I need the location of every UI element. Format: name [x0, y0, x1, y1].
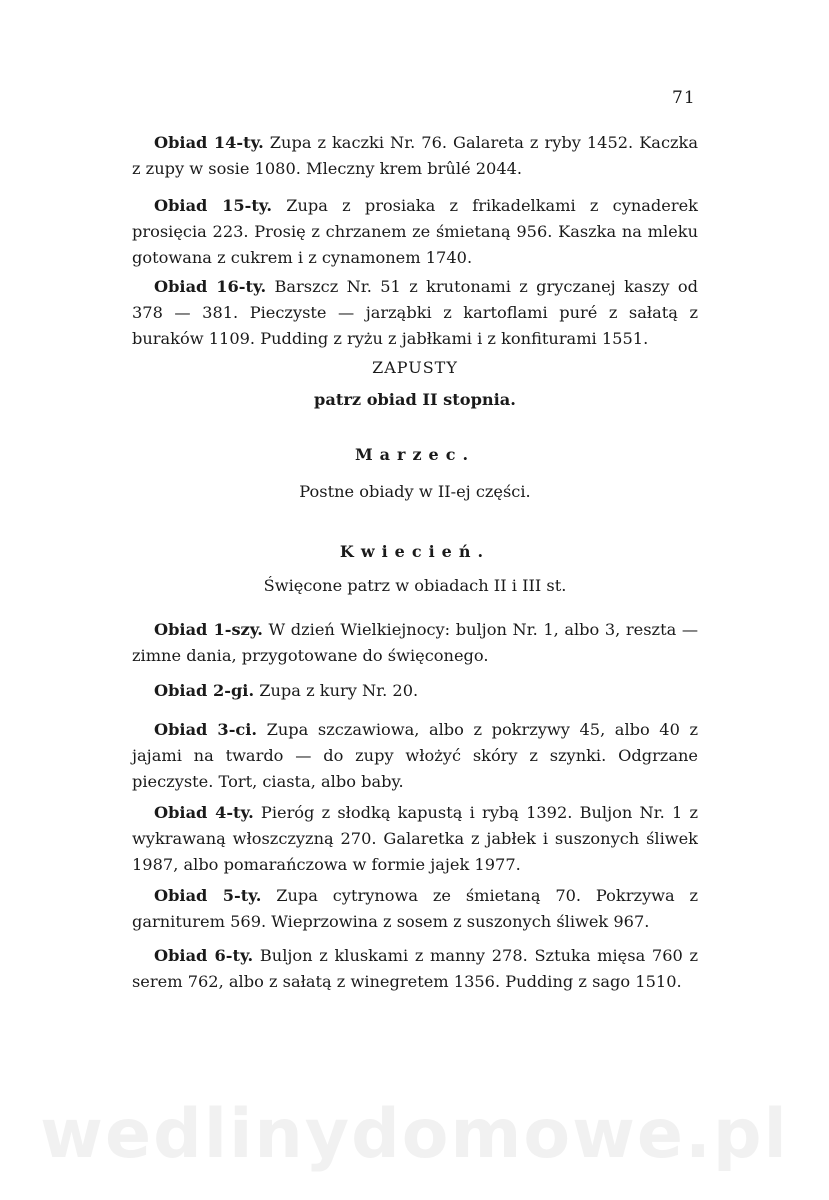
menu-text: Barszcz Nr. 51 z krutonami z gryczanej kaszy od 378 — 381. Pieczyste — jarząbki z kartoflami puré z sałatą z buraków 1109. Pudding z ryżu z jabłkami i z konfiturami 1551. — [132, 277, 698, 348]
menu-paragraph-obiad-3 — [132, 717, 698, 795]
menu-paragraph-obiad-6 — [132, 943, 698, 995]
menu-text: Zupa z kaczki Nr. 76. Galareta z ryby 1452. Kaczka z zupy w sosie 1080. Mleczny krem brûlé 2044. — [132, 133, 698, 178]
menu-text: Zupa z prosiaka z frikadelkami z cynaderek prosięcia 223. Prosię z chrzanem ze śmietaną 956. Kaszka na mleku gotowana z cukrem i z cynamonem 1740. — [132, 196, 698, 267]
menu-paragraph-obiad-2 — [132, 678, 698, 704]
menu-text: Zupa z kury Nr. 20. — [254, 681, 419, 700]
menu-text: W dzień Wielkiejnocy: buljon Nr. 1, albo 3, reszta — zimne dania, przygotowane do święconego. — [132, 620, 699, 665]
menu-text: Zupa szczawiowa, albo z pokrzywy 45, albo 40 z jajami na twardo — do zupy włożyć skóry z szynki. Odgrzane pieczyste. Tort, ciasta, albo baby. — [132, 720, 698, 791]
menu-title: Obiad 1-szy. — [154, 620, 263, 639]
section-heading-zapusty: ZAPUSTY — [372, 358, 458, 377]
section-heading-kwiecien: Kwiecień. — [339, 542, 491, 561]
watermark-text: wedlinydomowe.pl — [40, 1095, 789, 1174]
menu-title: Obiad 16-ty. — [154, 277, 267, 296]
section-note-kwiecien: Święcone patrz w obiadach II i III st. — [263, 576, 567, 595]
menu-title: Obiad 15-ty. — [154, 196, 272, 215]
menu-title: Obiad 2-gi. — [154, 681, 255, 700]
menu-title: Obiad 14-ty. — [154, 133, 264, 152]
section-note-zapusty: patrz obiad II stopnia. — [314, 390, 516, 409]
menu-paragraph-obiad-16 — [132, 274, 698, 352]
menu-text: Pieróg z słodką kapustą i rybą 1392. Buljon Nr. 1 z wykrawaną włoszczyzną 270. Galaretka z jabłek i suszonych śliwek 1987, albo pomarańczowa w formie jajek 1977. — [132, 803, 699, 874]
menu-paragraph-obiad-4 — [132, 800, 698, 878]
menu-paragraph-obiad-15 — [132, 193, 698, 271]
menu-title: Obiad 4-ty. — [154, 803, 254, 822]
menu-paragraph-obiad-14 — [132, 130, 698, 182]
section-heading-marzec: Marzec. — [354, 445, 476, 464]
menu-paragraph-obiad-1 — [132, 617, 698, 669]
menu-title: Obiad 3-ci. — [154, 720, 258, 739]
page-number: 71 — [672, 88, 696, 108]
menu-text: Zupa cytrynowa ze śmietaną 70. Pokrzywa z garniturem 569. Wieprzowina z sosem z suszonych śliwek 967. — [132, 886, 698, 931]
menu-title: Obiad 6-ty. — [154, 946, 254, 965]
section-note-marzec: Postne obiady w II-ej części. — [299, 482, 531, 501]
menu-paragraph-obiad-5 — [132, 883, 698, 935]
menu-title: Obiad 5-ty. — [154, 886, 262, 905]
menu-text: Buljon z kluskami z manny 278. Sztuka mięsa 760 z serem 762, albo z sałatą z winegretem 1356. Pudding z sago 1510. — [132, 946, 699, 991]
